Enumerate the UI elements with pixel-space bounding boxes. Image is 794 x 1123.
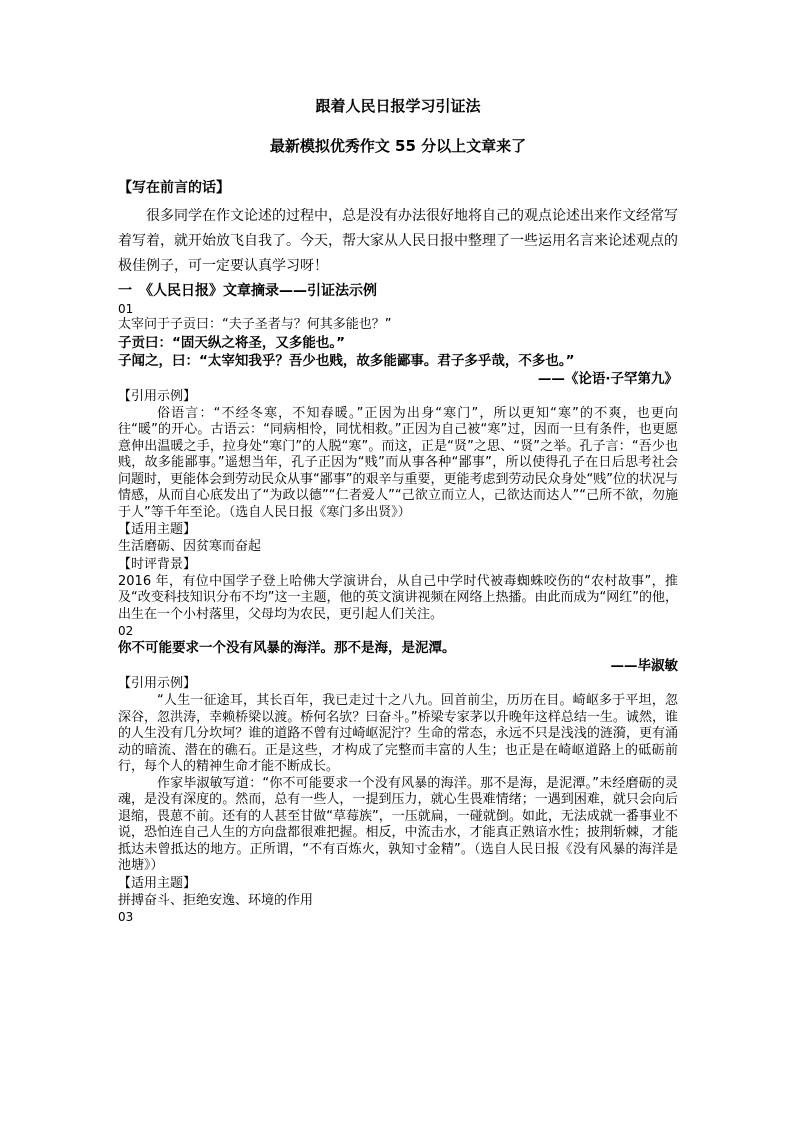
quote-source: ——毕淑敏 [610, 658, 678, 674]
example-label: 【引用示例】 [118, 676, 197, 691]
quote-line: 你不可能要求一个没有风暴的海洋。那不是海，是泥潭。 [118, 640, 456, 656]
example-label: 【引用示例】 [118, 388, 197, 404]
preface-heading: 【写在前言的话】 [118, 180, 230, 196]
document-page [118, 96, 678, 925]
item-number: 01 [118, 302, 134, 316]
quote-line: 子贡曰：“固天纵之将圣，又多能也。” [118, 334, 345, 351]
theme-text: 拼搏奋斗、拒绝安逸、环境的作用 [118, 892, 314, 908]
document-subtitle: 最新模拟优秀作文 55 分以上文章来了 [269, 137, 527, 155]
example-text: “人生一征途耳，其长百年，我已走过十之八九。回首前尘，历历在目。崎岖多于平坦，忽深谷，忽洪涛，幸赖桥梁以渡。桥何名欤？曰奋斗。”桥梁专家茅以升晚年这样总结一生。诚然，谁的人生没有几分坎坷？谁的道路不曾有过崎岖泥泞？生命的常态，永远不只是浅浅的涟漪，更有涌动的暗流、潜在的礁石。正是这些，才构成了完整而丰富的人生；也正是在崎岖道路上的砥砺前行，每个人的精神生命才能不断成长。 [118, 693, 678, 774]
quote-line: 太宰问于子贡曰：“夫子圣者与？何其多能也？” [118, 317, 392, 332]
theme-text: 生活磨砺、因贫寒而奋起 [118, 539, 262, 554]
example-text: 作家毕淑敏写道：“你不可能要求一个没有风暴的海洋。那不是海，是泥潭。”未经磨砺的灵魂，是没有深度的。然而，总有一些人，一提到压力，就心生畏难情绪；一遇到困难，就只会向后退缩，畏葸不前。还有的人甚至甘做“草莓族”，一压就扁，一碰就倒。如此，无法成就一番事业不说，恐怕连自己人生的方向盘都很难把握。相反，中流击水，才能真正熟谙水性；披荆斩棘，才能抵达未曾抵达的地方。正所谓，“不有百炼火，孰知寸金精”。（选自人民日报《没有风暴的海洋是池塘》） [118, 775, 678, 873]
preface-text: 很多同学在作文论述的过程中，总是没有办法很好地将自己的观点论述出来作文经常写着写着，就开始放飞自我了。今天，帮大家从人民日报中整理了一些运用名言来论述观点的极佳例子，可一定要认真学习呀！ [118, 208, 678, 274]
background-label: 【时评背景】 [118, 556, 197, 572]
document-title: 跟着人民日报学习引证法 [315, 97, 481, 115]
section-heading: 一 《人民日报》文章摘录——引证法示例 [118, 283, 377, 299]
quote-source: ——《论语·子罕第九》 [537, 370, 678, 387]
item-number: 02 [118, 624, 134, 638]
item-number: 03 [118, 910, 134, 924]
theme-label: 【适用主题】 [118, 522, 197, 537]
quote-line: 子闻之，曰：“太宰知我乎？吾少也贱，故多能鄙事。君子多乎哉，不多也。” [118, 352, 575, 369]
theme-label: 【适用主题】 [118, 875, 197, 891]
example-text: 俗语言：“不经冬寒，不知春暖。”正因为出身“寒门”，所以更知“寒”的不爽，也更向往“暖”的开心。古语云：“同病相怜，同忧相救。”正因为自己被“寒”过，因而一旦有条件，也更愿意伸出温暖之手，拉身处“寒门”的人脱“寒”。而这，正是“贤”之思、“贤”之举。孔子言：“吾少也贱，故多能鄙事。”遥想当年，孔子正因为“贱”而从事各种“鄙事”，所以使得孔子在日后思考社会问题时，更能体会到劳动民众从事“鄙事”的艰辛与重要，更能考虑到劳动民众身处“贱”位的状况与情感，从而自心底发出了“为政以德”“仁者爱人”“己欲立而立人，己欲达而达人”“己所不欲，勿施于人”等千年至论。（选自人民日报《寒门多出贤》） [118, 405, 678, 520]
background-text: 2016 年，有位中国学子登上哈佛大学演讲台，从自己中学时代被毒蜘蛛咬伤的“农村故事”，推及“改变科技知识分布不均”这一主题，他的英文演讲视频在网络上热播。由此而成为“网红”的他，出生在一个小村落里，父母均为农民，更引起人们关注。 [118, 573, 678, 622]
